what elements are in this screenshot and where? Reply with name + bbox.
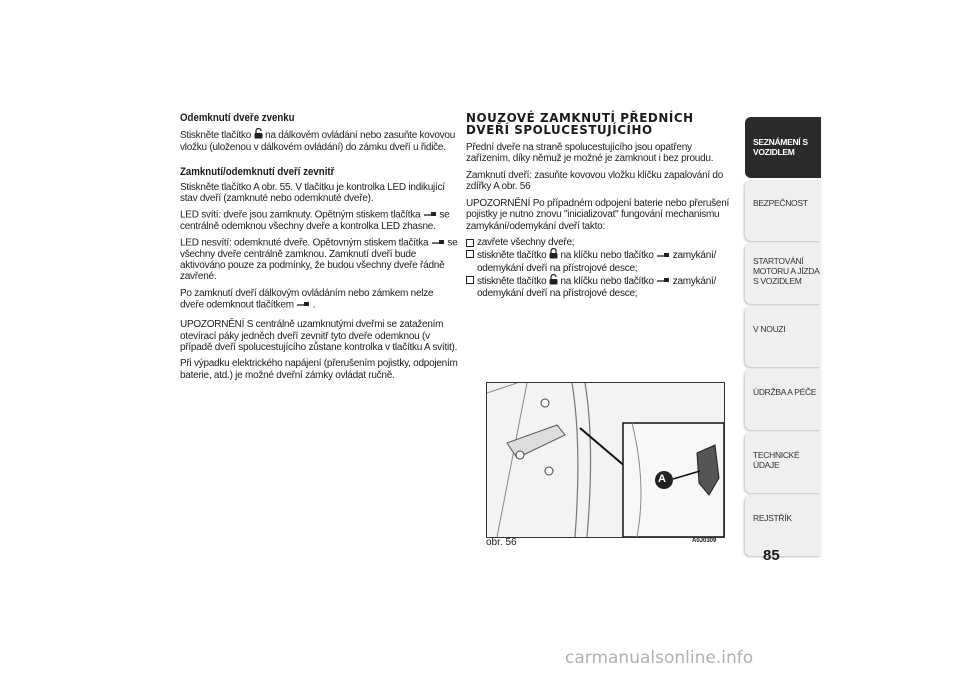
tab-v-nouzi[interactable]: V NOUZI — [745, 306, 821, 367]
paragraph-warning: UPOZORNĚNÍ Po případném odpojení baterie nebo přerušení pojistky je nutno znovu "inicializovat" fungování mechanismu zamykání/odemykání dveří takto: — [466, 198, 730, 232]
tab-rejstrik[interactable]: REJSTŘÍK — [745, 495, 821, 556]
paragraph: Stiskněte tlačítko na dálkovém ovládání nebo zasuňte kovovou vložku (uloženou v dálkovém ovládání) do zámku dveří u řidiče. — [180, 129, 456, 154]
list-item: stiskněte tlačítko na klíčku nebo tlačítko zamykání/ odemykání dveří na přístrojové desce; — [466, 248, 738, 274]
padlock-closed-icon — [549, 248, 558, 262]
section-heading-lock-inside: Zamknutí/odemknutí dveří zevnitř — [180, 165, 335, 178]
tab-seznameni-s-vozidlem[interactable]: SEZNÁMENÍ S VOZIDLEM — [745, 117, 821, 178]
right-column — [466, 112, 738, 300]
paragraph: Při výpadku elektrického napájení (přerušením pojistky, odpojením baterie, atd.) je možné dveřní zámky ovládat ručně. — [180, 358, 458, 381]
door-lock-button-icon — [656, 275, 670, 286]
figure-code: A0J0309 — [692, 538, 717, 544]
left-column — [180, 112, 458, 386]
figure-caption: obr. 56 — [486, 537, 517, 548]
callout-label-a: A — [658, 473, 666, 485]
list-item: zavřete všechny dveře; — [466, 237, 738, 248]
tab-startovani[interactable]: STARTOVÁNÍ MOTORU A JÍZDA S VOZIDLEM — [745, 243, 821, 304]
paragraph-warning: UPOZORNĚNÍ S centrálně uzamknutými dveřmi se zatažením otevírací páky jedněch dveří zevnitř tyto dveře odemknou (v případě dveří spolucestujícího zůstane kontrolka v tlačítku A svítit). — [180, 319, 458, 354]
paragraph: Po zamknutí dveří dálkovým ovládáním nebo zámkem nelze dveře odemknout tlačítkem . — [180, 287, 434, 311]
section-heading-unlock-outside: Odemknutí dveře zvenku — [180, 112, 295, 124]
checkbox-bullet-icon — [466, 239, 474, 247]
tab-bezpecnost[interactable]: BEZPEČNOST — [745, 180, 821, 241]
door-lock-button-icon — [656, 250, 670, 261]
door-lock-button-icon — [296, 299, 310, 310]
paragraph: LED nesvítí: odemknuté dveře. Opětovným stiskem tlačítka se všechny dveře centrálně zamknou. Zamknutí dveří bude aktivováno pouze za podmínky, že budou všechny dveře řádně zavřené. — [180, 237, 458, 283]
watermark: carmanualsonline.info — [565, 648, 754, 668]
checkbox-bullet-icon — [466, 250, 474, 258]
page-number: 85 — [763, 547, 780, 564]
padlock-open-icon — [549, 274, 558, 288]
paragraph: Stiskněte tlačítko A obr. 55. V tlačítku je kontrolka LED indikující stav dveří (zamknuté nebo odemknuté dveře). — [180, 181, 445, 204]
paragraph: Zamknutí dveří: zasuňte kovovou vložku klíčku zapalování do zdířky A obr. 56 — [466, 169, 724, 192]
checkbox-bullet-icon — [466, 276, 474, 284]
list-item: stiskněte tlačítko na klíčku nebo tlačítko zamykání/ odemykání dveří na přístrojové desce; — [466, 274, 738, 300]
tab-udrzba-a-pece[interactable]: ÚDRŽBA A PÉČE — [745, 369, 821, 430]
door-lock-button-icon — [423, 209, 437, 220]
door-lock-button-icon — [431, 237, 445, 248]
padlock-open-icon — [254, 128, 263, 142]
tab-technicke-udaje[interactable]: TECHNICKÉ ÚDAJE — [745, 432, 821, 493]
paragraph: Přední dveře na straně spolucestujícího jsou opatřeny zařízením, díky němuž je možné je zamknout i bez proudu. — [466, 142, 714, 165]
paragraph: LED svítí: dveře jsou zamknuty. Opětným stiskem tlačítka se centrálně odemknou všechny dveře a kontrolka LED zhasne. — [180, 209, 450, 232]
section-title: NOUZOVÉ ZAMKNUTÍ PŘEDNÍCH DVEŘÍ SPOLUCESTUJÍCÍHO — [466, 110, 694, 137]
door-latch-illustration — [486, 382, 725, 538]
